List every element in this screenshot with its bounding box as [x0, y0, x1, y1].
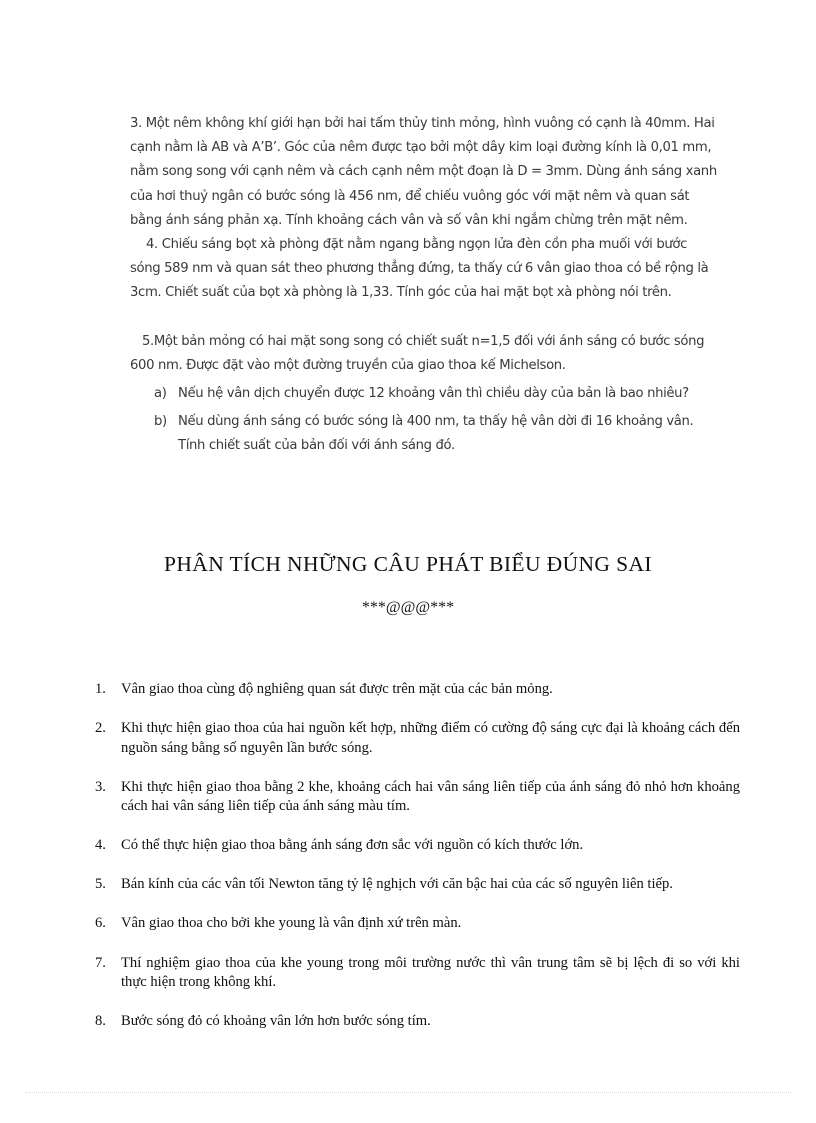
statement-item: [95, 914, 740, 934]
problem-3: 3. Một nêm không khí giới hạn bởi hai tấm thủy tinh mỏng, hình vuông có cạnh là 40mm. Hai cạnh nằm là AB và A’B’. Góc của nêm được tạo bởi một dây kim loại đường kính là 0,01 mm, nằm song song với cạnh nêm và cách cạnh nêm một đoạn là D = 3mm. Dùng ánh sáng xanh của hơi thuỷ ngân có bước sóng là 456 nm, để chiếu vuông góc với mặt nêm và quan sát bằng ánh sáng phản xạ. Tính khoảng cách vân và số vân khi ngắm chừng trên mặt nêm.: [130, 116, 717, 228]
statement-number: 6.: [95, 915, 106, 932]
statement-number: 1.: [95, 681, 106, 697]
statement-item: [95, 836, 740, 856]
statement-text: Có thể thực hiện giao thoa bằng ánh sáng đơn sắc với nguồn có kích thước lớn.: [121, 837, 584, 854]
problem-5: 5.Một bản mỏng có hai mặt song song có chiết suất n=1,5 đối với ánh sáng có bước sóng 600 nm. Được đặt vào một đường truyền của giao thoa kế Michelson.: [130, 333, 705, 373]
statement-number: 5.: [95, 876, 106, 893]
section-subtitle: ***@@@***: [361, 599, 455, 616]
statement-item: [95, 778, 740, 817]
statement-item: [95, 719, 740, 758]
statement-item: [95, 954, 740, 993]
statement-number: 8.: [95, 1013, 106, 1030]
section-title: PHÂN TÍCH NHỮNG CÂU PHÁT BIỂU ĐÚNG SAI: [164, 552, 652, 576]
statement-text: Bước sóng đỏ có khoảng vân lớn hơn bước sóng tím.: [121, 1013, 431, 1030]
problem-list: [130, 112, 718, 459]
statement-number: 7.: [95, 954, 106, 971]
statement-item: [95, 875, 740, 895]
statement-text: Bán kính của các vân tối Newton tăng tỷ lệ nghịch với căn bậc hai của các số nguyên liên tiếp.: [121, 876, 673, 893]
page-bottom-divider: [25, 1092, 791, 1093]
statement-list: [95, 680, 740, 1051]
statement-number: 2.: [95, 720, 106, 737]
statement-text: Vân giao thoa cho bởi khe young là vân định xứ trên màn.: [121, 915, 462, 932]
statement-text: Thí nghiệm giao thoa của khe young trong môi trường nước thì vân trung tâm sẽ bị lệch đi so với khi thực hiện trong không khí.: [121, 954, 740, 991]
statement-number: 3.: [95, 778, 106, 795]
problem-5-item-a: [154, 382, 718, 406]
statement-number: 4.: [95, 837, 106, 854]
problem-5-item-b: [154, 410, 718, 458]
problem-4: 4. Chiếu sáng bọt xà phòng đặt nằm ngang bằng ngọn lửa đèn cồn pha muối với bước sóng 589 nm và quan sát theo phương thẳng đứng, ta thấy cứ 6 vân giao thoa có bề rộng là 3cm. Chiết suất của bọt xà phòng là 1,33. Tính góc của hai mặt bọt xà phòng nói trên.: [130, 237, 709, 301]
item-label: a): [154, 386, 167, 402]
statement-item: [95, 680, 740, 700]
item-label: b): [154, 414, 167, 430]
statement-text: Khi thực hiện giao thoa của hai nguồn kết hợp, những điểm có cường độ sáng cực đại là khoảng cách đến nguồn sáng bằng số nguyên lần bước sóng.: [121, 720, 740, 756]
statement-text: Khi thực hiện giao thoa bằng 2 khe, khoảng cách hai vân sáng liên tiếp của ánh sáng đỏ nhỏ hơn khoảng cách hai vân sáng liên tiếp của ánh sáng màu tím.: [121, 778, 740, 815]
item-text: Nếu hệ vân dịch chuyển được 12 khoảng vân thì chiều dày của bản là bao nhiêu?: [178, 386, 689, 402]
item-text: Nếu dùng ánh sáng có bước sóng là 400 nm, ta thấy hệ vân dời đi 16 khoảng vân. Tính chiết suất của bản đối với ánh sáng đó.: [178, 414, 694, 454]
statement-text: Vân giao thoa cùng độ nghiêng quan sát được trên mặt của các bản mỏng.: [121, 681, 553, 697]
statement-item: [95, 1012, 740, 1032]
